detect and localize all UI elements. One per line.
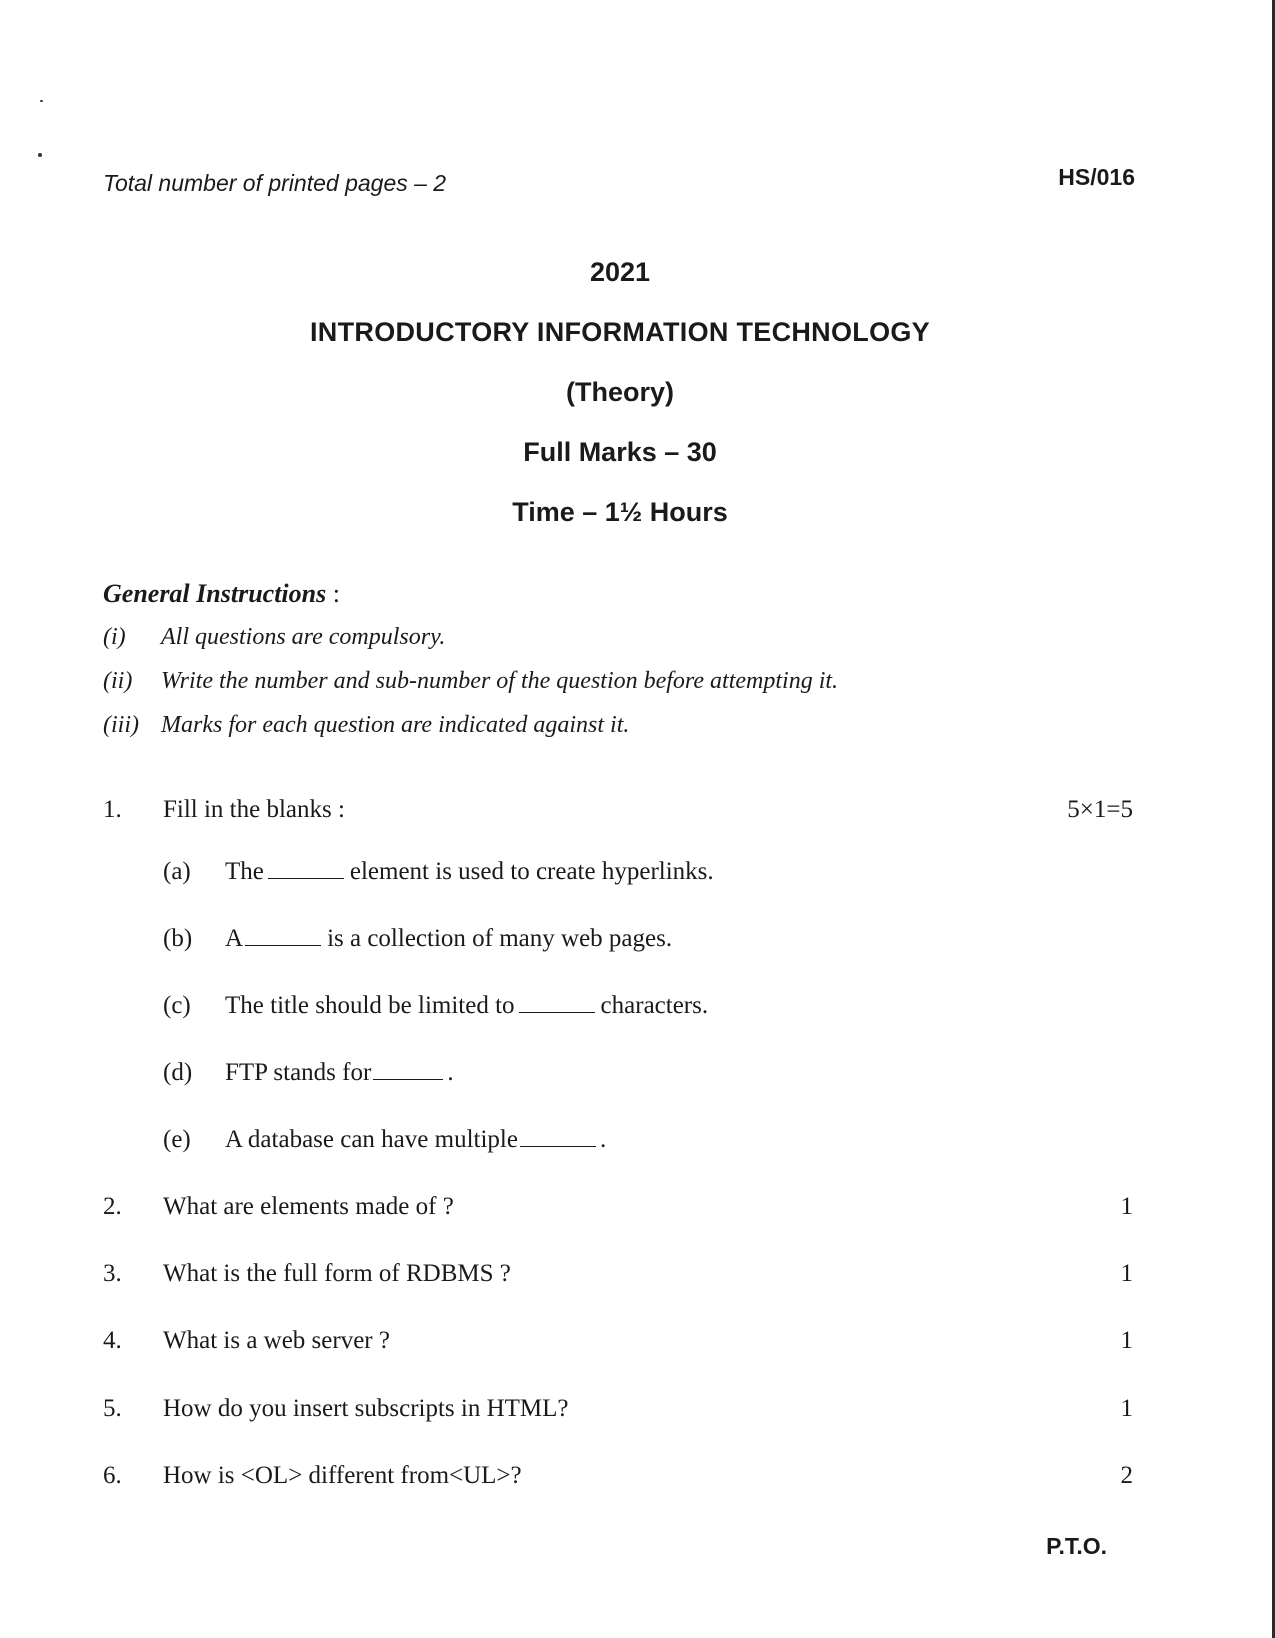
- instruction-number: (i): [103, 624, 126, 650]
- subpart-text-after: element is used to create hyperlinks.: [349, 858, 714, 885]
- question-marks: 1: [1120, 1395, 1133, 1422]
- subpart-text-before: FTP stands for: [225, 1059, 372, 1086]
- question-text: What are elements made of ?: [163, 1193, 454, 1220]
- subpart-letter: (d): [163, 1059, 193, 1086]
- paper-type: (Theory): [566, 377, 674, 407]
- question-marks: 2: [1120, 1462, 1133, 1489]
- subpart-text-after: .: [599, 1126, 607, 1153]
- scan-speck: [40, 100, 43, 102]
- subpart-text-before: The: [225, 858, 264, 885]
- question-marks: 1: [1120, 1327, 1133, 1354]
- question-number: 3.: [103, 1260, 122, 1287]
- answer-blank: [373, 1061, 443, 1080]
- subpart-d: [163, 1059, 454, 1087]
- subpart-letter: (b): [163, 925, 193, 952]
- subpart-text-before: A: [225, 925, 244, 952]
- paper-code: HS/016: [1058, 164, 1135, 190]
- instruction-number: (ii): [103, 668, 133, 694]
- instruction-text: Write the number and sub-number of the question before attempting it.: [161, 668, 839, 694]
- question-number: 4.: [103, 1327, 122, 1354]
- scan-speck: [38, 153, 42, 157]
- time-allowed: Time – 1½ Hours: [512, 497, 728, 527]
- instruction-item: [103, 712, 629, 739]
- printed-pages-note: Total number of printed pages – 2: [103, 170, 447, 196]
- question-marks: 1: [1120, 1193, 1133, 1220]
- subpart-c: [163, 992, 708, 1020]
- subpart-text-before: A database can have multiple: [225, 1126, 518, 1153]
- question-number: 5.: [103, 1395, 122, 1422]
- please-turn-over: P.T.O.: [1046, 1533, 1107, 1559]
- subpart-text-after: characters.: [600, 992, 709, 1019]
- subpart-letter: (c): [163, 992, 191, 1019]
- subpart-text-after: is a collection of many web pages.: [327, 925, 673, 952]
- instruction-text: All questions are compulsory.: [161, 624, 446, 650]
- instruction-item: [103, 668, 838, 695]
- instruction-number: (iii): [103, 712, 139, 738]
- subject-title: INTRODUCTORY INFORMATION TECHNOLOGY: [310, 317, 930, 347]
- instructions-heading: [103, 579, 340, 609]
- question-text: Fill in the blanks :: [163, 796, 345, 823]
- question-text: How do you insert subscripts in HTML?: [163, 1395, 569, 1422]
- subpart-e: [163, 1126, 606, 1154]
- instructions-heading-colon: :: [326, 579, 340, 608]
- subpart-text-after: .: [447, 1059, 454, 1086]
- full-marks: Full Marks – 30: [523, 437, 717, 467]
- instructions-heading-text: General Instructions: [103, 579, 327, 608]
- question-text: What is a web server ?: [163, 1327, 390, 1354]
- question-marks: 5×1=5: [1067, 796, 1133, 823]
- instruction-item: [103, 624, 445, 651]
- question-number: 1.: [103, 796, 122, 823]
- instruction-text: Marks for each question are indicated against it.: [161, 712, 630, 738]
- subpart-a: [163, 858, 714, 886]
- question-text: How is <OL> different from<UL>?: [163, 1462, 522, 1489]
- subpart-text-before: The title should be limited to: [225, 992, 515, 1019]
- subpart-letter: (a): [163, 858, 191, 885]
- answer-blank: [245, 927, 321, 946]
- question-text: What is the full form of RDBMS ?: [163, 1260, 511, 1287]
- answer-blank: [520, 1128, 596, 1147]
- question-number: 2.: [103, 1193, 122, 1220]
- question-marks: 1: [1120, 1260, 1133, 1287]
- subpart-letter: (e): [163, 1126, 191, 1153]
- answer-blank: [519, 994, 595, 1013]
- exam-year: 2021: [589, 257, 651, 287]
- question-number: 6.: [103, 1462, 122, 1489]
- answer-blank: [268, 860, 344, 879]
- subpart-b: [163, 925, 672, 953]
